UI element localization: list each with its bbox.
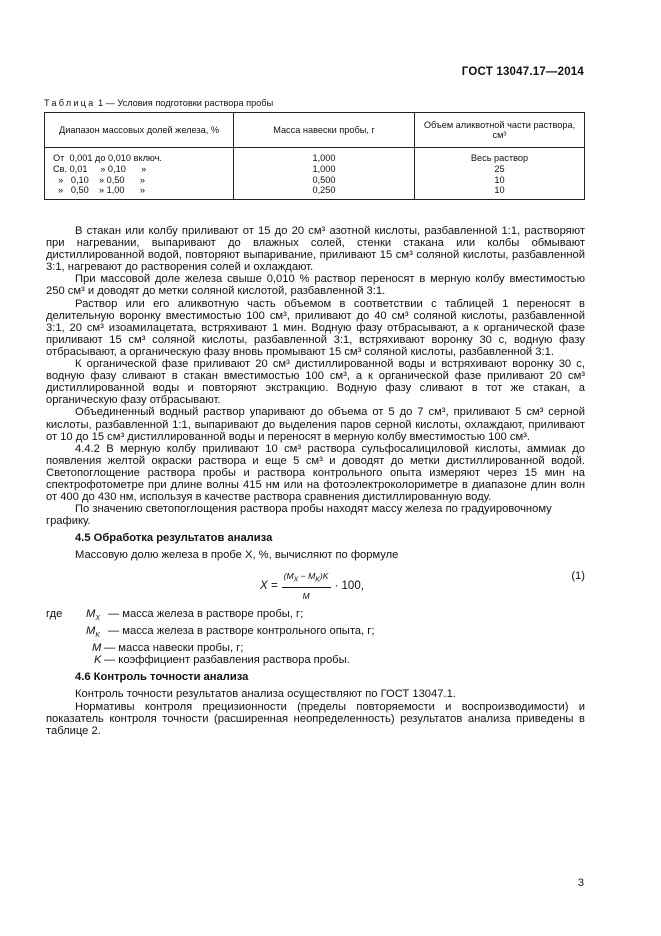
- paragraph: В стакан или колбу приливают от 15 до 20 см³ азотной кислоты, разбавленной 1:1, растворяют при нагревании, выпаривают до влажных солей, стенки стакана или колбы обмывают дистиллированной водой, повторяют выпаривание, приливают 15 см³ соляной кислоты, разбавленной 3:1, нагревают до растворения солей и охлаждают.: [46, 225, 585, 274]
- definition-symbol: $M_K$: [86, 624, 100, 640]
- formula-lhs: X =: [260, 579, 278, 592]
- section-heading-4-5: 4.5 Обработка результатов анализа: [75, 532, 273, 545]
- table-cell: 0,250: [312, 185, 336, 196]
- table-header-volume: Объем аликвотной части раствора, см³: [415, 113, 585, 148]
- table-header-mass: Масса навески пробы, г: [234, 113, 415, 148]
- table-cell: 10: [494, 185, 505, 196]
- table-cell: 25: [494, 163, 505, 174]
- body-text: [46, 225, 585, 737]
- definition-text: — коэффициент разбавления раствора пробы.: [104, 654, 350, 667]
- definition-row: [46, 625, 585, 642]
- table-row: [45, 148, 585, 200]
- formula-number: (1): [571, 569, 585, 582]
- definition-symbol: $M_X$: [86, 607, 100, 622]
- formula-definitions: [46, 608, 585, 667]
- section-heading-4-6: 4.6 Контроль точности анализа: [75, 671, 249, 684]
- table-cell: 1,000: [312, 163, 336, 174]
- table-col-volume: [415, 148, 585, 200]
- table-caption-text: 1 — Условия подготовки раствора пробы: [98, 98, 274, 108]
- where-word: где: [46, 607, 63, 620]
- table-caption: [44, 98, 273, 108]
- paragraph: К органической фазе приливают 20 см³ дистиллированной воды и встряхивают воронку 30 с, водную фазу сливают в стакан вместимостью 100 см³, а к органической фазе приливают 20 см³ дистиллированной воды и повторяют экстракцию. Водную фазу сливают в тот же стакан, а органическую фазу отбрасывают.: [46, 358, 585, 407]
- table-cell: 0,500: [312, 174, 336, 185]
- page-number: 3: [577, 877, 584, 889]
- definition-row: [46, 642, 585, 654]
- paragraph: По значению светопоглощения раствора пробы находят массу железа по градуировочному графику.: [46, 503, 552, 528]
- table-cell: Св. 0,01 » 0,10 »: [53, 163, 147, 174]
- formula: [260, 570, 364, 603]
- definition-text: — масса железа в растворе пробы, г;: [108, 607, 304, 620]
- formula-tail: · 100,: [334, 579, 364, 592]
- definition-text: — масса навески пробы, г;: [104, 642, 244, 655]
- formula-fraction: [282, 570, 331, 603]
- formula-block: [46, 566, 585, 604]
- conditions-table: [44, 112, 585, 200]
- paragraph: 4.4.2 В мерную колбу приливают 10 см³ раствора сульфосалициловой кислоты, аммиак до появления желтой окраски раствора и еще 5 см³ и доводят до метки дистиллированной водой. Светопоглощение раствора пробы и раствора контрольного опыта измеряют через 15 мин на спектрофотометре при длине волны 415 нм или на фотоэлектроколориметре в диапазоне длин волн от 400 до 430 нм, используя в качестве раствора сравнения дистиллированную воду.: [46, 442, 585, 504]
- table-cell: От 0,001 до 0,010 включ.: [53, 153, 162, 163]
- definition-symbol: K: [94, 654, 102, 667]
- table-cell: 10: [494, 174, 505, 185]
- paragraph: Объединенный водный раствор упаривают до объема от 5 до 7 см³, приливают 5 см³ серной кислоты, разбавленной 1:1, выпаривают до выделения паров серной кислоты, охлаждают, приливают от 10 до 15 см³ дистиллированной воды и переносят в мерную колбу вместимостью 100 см³.: [46, 406, 585, 443]
- table-cell: » 0,10 » 0,50 »: [53, 174, 145, 185]
- table-header-range: Диапазон массовых долей железа, %: [45, 113, 234, 148]
- formula-numerator: $(M_X - M_K)K$: [282, 570, 331, 589]
- table-cell: 1,000: [312, 153, 336, 163]
- paragraph: Нормативы контроля прецизионности (пределы повторяемости и воспроизводимости) и показатель контроля точности (расширенная неопределенность) результатов анализа приведены в таблице 2.: [46, 700, 585, 737]
- table-caption-prefix: Таблица: [44, 98, 96, 108]
- paragraph: При массовой доле железа свыше 0,010 % раствор переносят в мерную колбу вместимостью 250 см³ и доводят до метки соляной кислотой, разбавленной 3:1.: [46, 273, 585, 298]
- definition-text: — масса железа в растворе контрольного опыта, г;: [108, 624, 375, 637]
- formula-denominator: M: [302, 591, 310, 602]
- definition-row: [46, 608, 585, 625]
- table-cell: » 0,50 » 1,00 »: [53, 185, 145, 196]
- definition-symbol: M: [92, 642, 102, 655]
- table-col-mass: [234, 148, 415, 200]
- paragraph: Раствор или его аликвотную часть объемом в соответствии с таблицей 1 переносят в делительную воронку вместимостью 100 см³, приливают до 40 см³ соляной кислоты, разбавленной 3:1, 20 см³ изоамилацетата, встряхивают 1 мин. Водную фазу отбрасывают, а к органической фазе приливают 15 см³ соляной кислоты, разбавленной 3:1, встряхивают воронку 30 с, водную фазу отбрасывают, а органическую фазу вновь промывают 15 см³ соляной кислоты, разбавленной 3:1.: [46, 297, 585, 358]
- document-header: ГОСТ 13047.17—2014: [461, 66, 584, 78]
- definition-row: [46, 654, 585, 666]
- table-cell: Весь раствор: [470, 153, 529, 163]
- paragraph: Контроль точности результатов анализа осуществляют по ГОСТ 13047.1.: [75, 688, 456, 701]
- table-col-range: [45, 148, 234, 200]
- formula-intro: Массовую долю железа в пробе X, %, вычисляют по формуле: [75, 549, 399, 562]
